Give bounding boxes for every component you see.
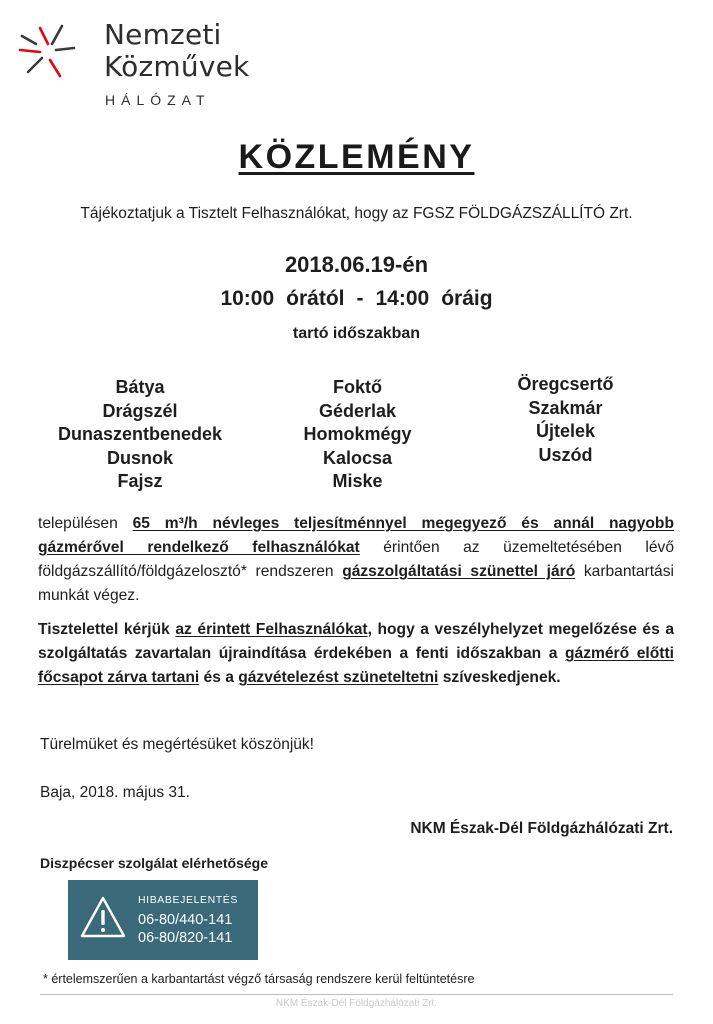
paragraph-text: szíveskedjenek. — [438, 669, 561, 686]
hotline-title: HIBABEJELENTÉS — [138, 894, 239, 906]
settlement-item: Drágszél — [102, 400, 178, 421]
highlighted-text: 65 m³/h névleges teljesítménnyel megegyező és annál nagyobb gázmérővel rendelkező felhasználókat — [38, 515, 674, 556]
settlement-column-3 — [483, 373, 648, 467]
dispatch-contact-box — [68, 880, 258, 960]
place-date: Baja, 2018. május 31. — [40, 784, 190, 801]
footer-divider — [40, 994, 673, 995]
time-dash: - — [356, 287, 364, 310]
time-to-suffix: óráig — [441, 287, 493, 310]
paragraph-text: és a — [199, 669, 239, 686]
warning-icon — [80, 895, 126, 939]
highlighted-text: gázvételezést szüneteltetni — [238, 669, 439, 686]
settlement-item: Szakmár — [528, 397, 603, 418]
paragraph-text: érintően az üzemeltetésében lévő földgázszállító/földgázelosztó* rendszeren — [38, 539, 674, 580]
paragraph-text: településen — [38, 515, 133, 532]
request-paragraph — [38, 618, 674, 690]
settlement-item: Fajsz — [117, 471, 163, 491]
highlighted-text: az érintett Felhasználókat — [175, 621, 368, 638]
footer-text: NKM Észak-Dél Földgázhálózati Zrt. — [275, 998, 438, 1009]
maintenance-paragraph — [38, 512, 674, 608]
paragraph-text: karbantartási munkát végez. — [38, 563, 674, 604]
time-from: 10:00 — [220, 287, 275, 310]
phone-number-2: 06-80/820-141 — [138, 930, 233, 946]
settlement-item: Uszód — [538, 444, 593, 465]
logo-text-line2: Közművek — [104, 50, 250, 83]
settlement-item: Géderlak — [318, 400, 397, 421]
settlement-item: Homokmégy — [303, 424, 412, 444]
settlement-item: Foktő — [333, 377, 382, 397]
paragraph-text: , hogy a veszélyhelyzet megelőzése és a szolgáltatás zavartalan újraindítása érdekében a fenti időszakban a — [38, 621, 674, 662]
logo-text-line1: Nemzeti — [104, 18, 222, 51]
time-to: 14:00 — [375, 287, 430, 310]
phone-number-1: 06-80/440-141 — [138, 912, 233, 928]
highlighted-text: gázszolgáltatási szünettel járó — [342, 563, 576, 580]
paragraph-text: Tisztelettel kérjük — [38, 621, 176, 638]
settlement-column-1 — [40, 376, 240, 494]
thanks-text: Türelmüket és megértésüket köszönjük! — [40, 736, 314, 753]
settlement-item: Újtelek — [535, 421, 596, 441]
time-from-suffix: órától — [286, 287, 345, 310]
outage-date: 2018.06.19-én — [284, 252, 429, 277]
footnote: * értelemszerűen a karbantartást végző társaság rendszere kerül feltüntetésre — [43, 972, 475, 986]
settlement-item: Kalocsa — [322, 447, 393, 468]
settlement-column-2 — [270, 376, 445, 494]
settlement-item: Miske — [332, 471, 383, 491]
intro-text: Tájékoztatjuk a Tisztelt Felhasználókat, hogy az FGSZ FÖLDGÁZSZÁLLÍTÓ Zrt. — [80, 205, 633, 222]
settlement-item: Bátya — [115, 377, 165, 397]
logo-text-line3: HÁLÓZAT — [105, 92, 211, 108]
highlighted-text: gázmérő előtti főcsapot zárva tartani — [38, 645, 674, 686]
settlement-item: Öregcsertő — [517, 374, 614, 394]
period-text: tartó időszakban — [292, 325, 421, 342]
dispatch-label: Diszpécser szolgálat elérhetősége — [40, 855, 268, 871]
company-signature: NKM Észak-Dél Földgázhálózati Zrt. — [410, 820, 673, 837]
settlement-item: Dusnok — [106, 447, 173, 468]
logo-mark-icon — [14, 20, 78, 84]
page-title: KÖZLEMÉNY — [238, 138, 475, 176]
settlement-item: Dunaszentbenedek — [57, 424, 223, 444]
company-logo — [14, 18, 254, 110]
outage-time — [0, 287, 713, 311]
